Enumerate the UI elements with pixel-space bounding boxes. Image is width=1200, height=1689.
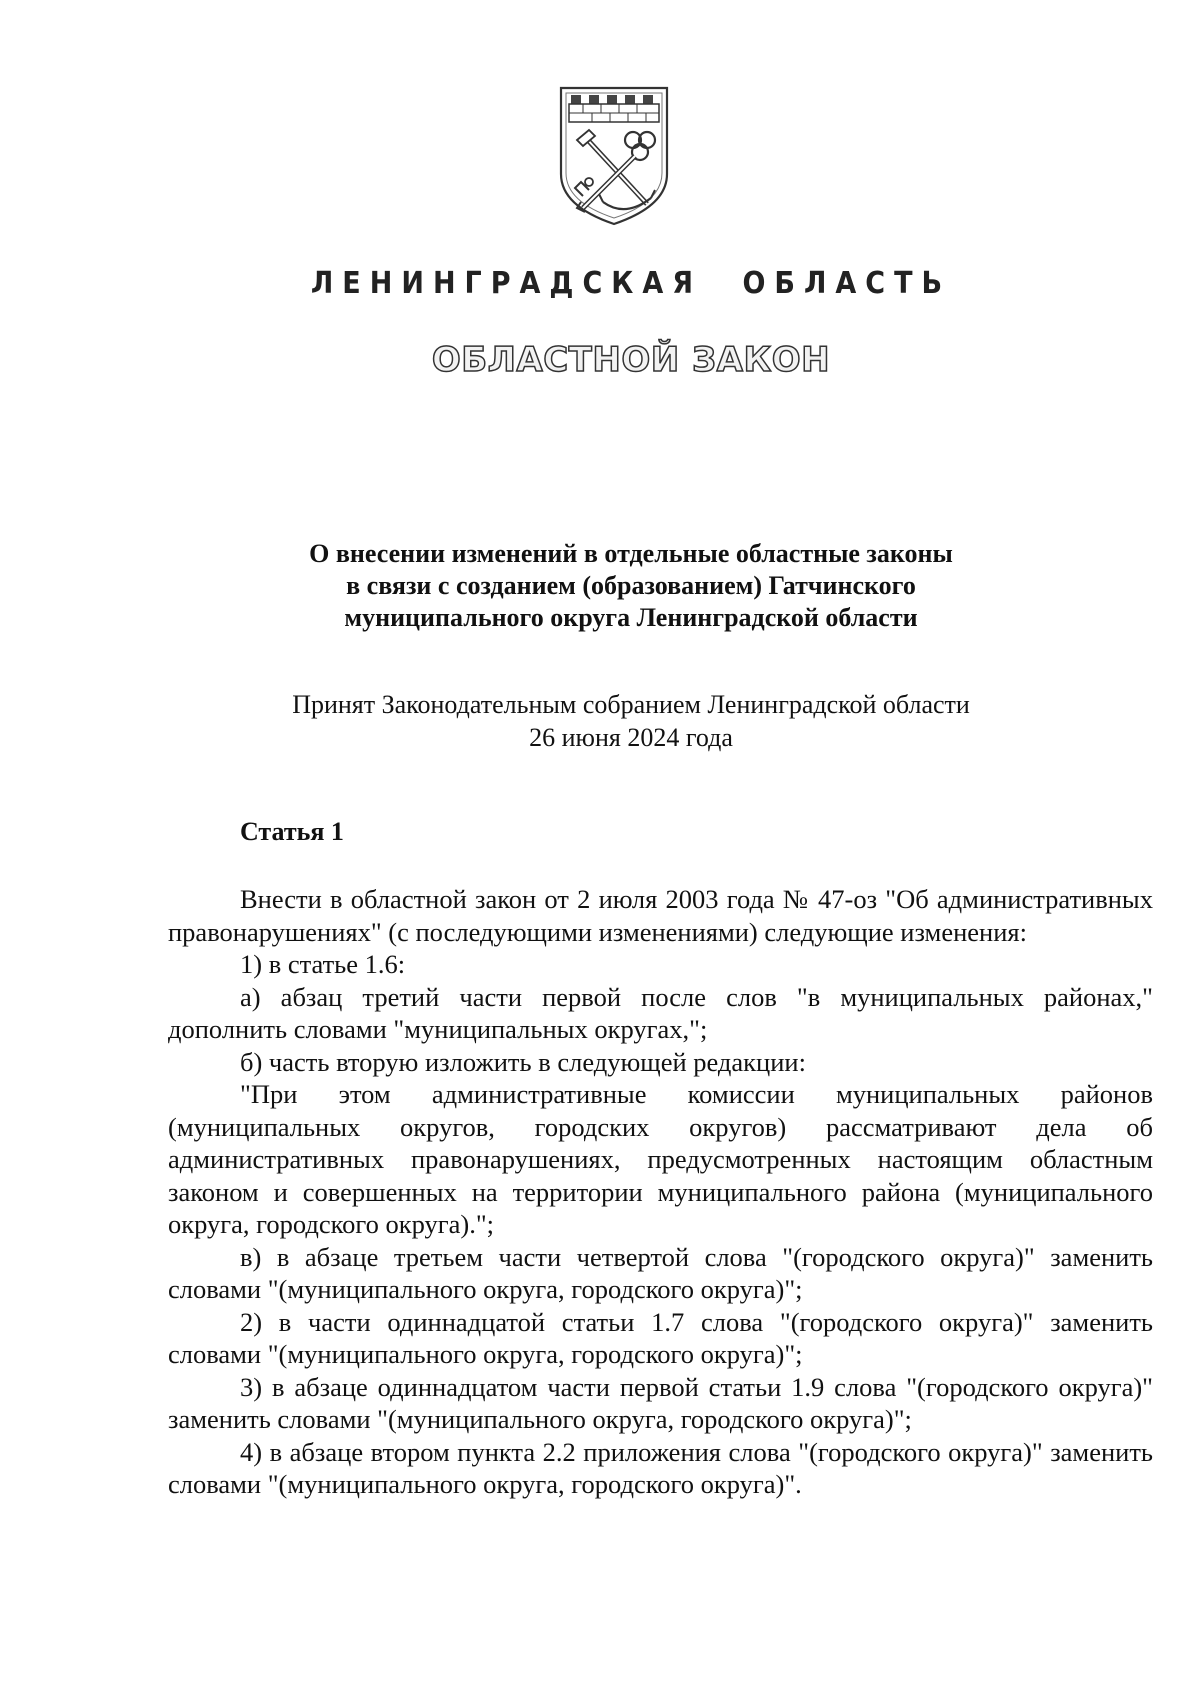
adoption-date: 26 июня 2024 года <box>529 723 733 752</box>
article-paragraph: б) часть вторую изложить в следующей редакции: <box>240 1046 806 1077</box>
adoption-statement <box>150 688 1112 754</box>
adoption-body: Принят Законодательным собранием Ленинградской области <box>292 690 970 719</box>
law-type-heading: ОБЛАСТНОЙ ЗАКОН <box>431 340 831 380</box>
article-body <box>168 883 1153 1501</box>
article-paragraph: 2) в части одиннадцатой статьи 1.7 слова "(городского округа)" заменить словами "(муниципального округа, городского округа)"; <box>168 1306 1153 1369</box>
article-paragraph: в) в абзаце третьем части четвертой слова "(городского округа)" заменить словами "(муниципального округа, городского округа)"; <box>168 1241 1153 1304</box>
article-paragraph: 3) в абзаце одиннадцатом части первой статьи 1.9 слова "(городского округа)" заменить словами "(муниципального округа, городского округа)"; <box>168 1371 1153 1434</box>
article-paragraph: "При этом административные комиссии муниципальных районов (муниципальных округов, городских округов) рассматривают дела об административных правонарушениях, предусмотренных настоящим областным законом и совершенных на территории муниципального района (муниципального округа, городского округа)."; <box>168 1079 1153 1239</box>
coat-of-arms-icon <box>555 82 673 228</box>
article-heading: Статья 1 <box>240 817 344 846</box>
law-title <box>150 538 1112 634</box>
law-title-line: муниципального округа Ленинградской области <box>344 603 918 632</box>
law-title-line: в связи с созданием (образованием) Гатчинского <box>346 571 916 600</box>
article-paragraph: 4) в абзаце втором пункта 2.2 приложения слова "(городского округа)" заменить словами "(муниципального округа, городского округа)". <box>168 1436 1153 1499</box>
region-name: ЛЕНИНГРАДСКАЯ ОБЛАСТЬ <box>310 266 952 301</box>
article-paragraph: Внести в областной закон от 2 июля 2003 года № 47-оз "Об административных правонарушениях" (с последующими изменениями) следующие изменения: <box>168 884 1153 947</box>
law-title-line: О внесении изменений в отдельные областные законы <box>309 539 953 568</box>
article-paragraph: 1) в статье 1.6: <box>240 949 406 979</box>
article-paragraph: а) абзац третий части первой после слов "в муниципальных районах," дополнить словами "муниципальных округах,"; <box>168 981 1153 1044</box>
